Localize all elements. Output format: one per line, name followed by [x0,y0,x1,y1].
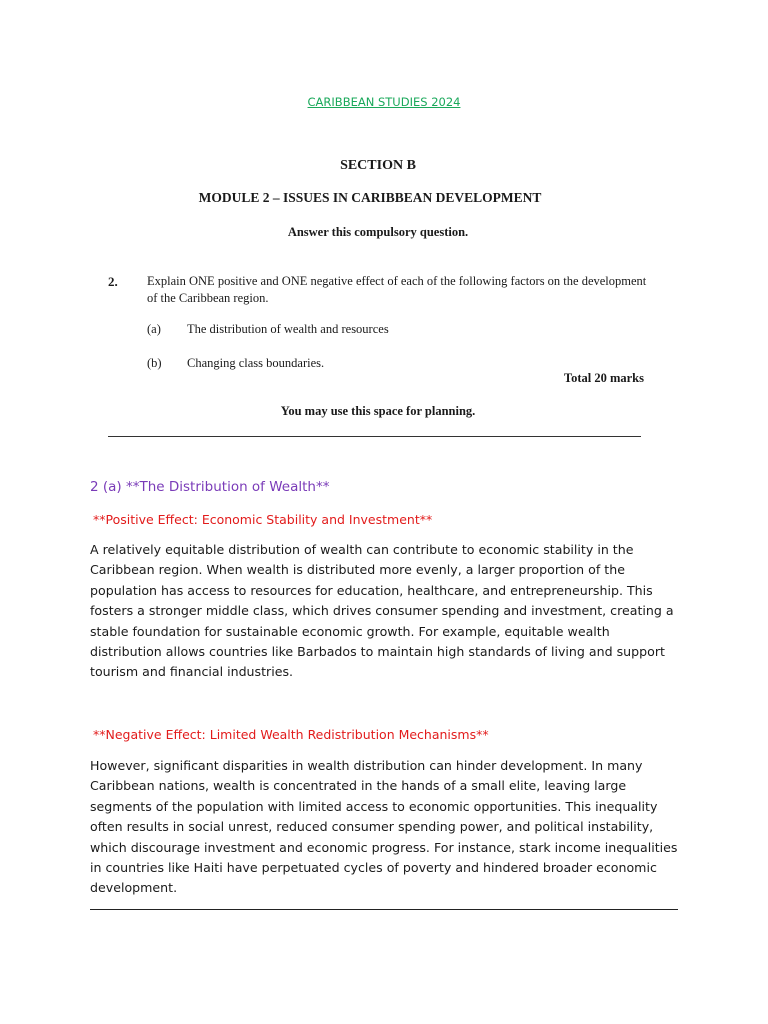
part-label: (b) [147,356,162,370]
planning-divider [108,436,641,437]
exam-question-scan [98,150,658,445]
planning-note: You may use this space for planning. [280,404,476,418]
module-heading: MODULE 2 – ISSUES IN CARIBBEAN DEVELOPMENT [198,190,542,205]
instruction-text: Answer this compulsory question. [287,225,469,239]
positive-effect-heading: **Positive Effect: Economic Stability and Investment** [93,512,433,527]
question-part-b [147,356,324,371]
answer-heading: 2 (a) **The Distribution of Wealth** [90,479,330,495]
question-text: Explain ONE positive and ONE negative effect of each of the following factors on the development of the Caribbean region. [147,274,647,305]
negative-effect-paragraph: However, significant disparities in wealth distribution can hinder development. In many Caribbean nations, wealth is concentrated in the hands of a small elite, leaving large segments of the population with limited access to economic opportunities. This inequality often results in social unrest, reduced consumer spending power, and political instability, which discourage investment and economic progress. For instance, stark income inequalities in countries like Haiti have perpetuated cycles of poverty and hindered broader economic development. [90,758,678,896]
positive-effect-paragraph: A relatively equitable distribution of wealth can contribute to economic stability in the Caribbean region. When wealth is distributed more evenly, a larger proportion of the population has access to resources for education, healthcare, and entrepreneurship. This fosters a stronger middle class, which drives consumer spending and investment, creating a stable foundation for sustainable economic growth. For example, equitable wealth distribution allows countries like Barbados to maintain high standards of living and support tourism and financial industries. [90,542,674,680]
section-heading: SECTION B [340,158,416,173]
part-text: The distribution of wealth and resources [187,322,389,336]
question-part-a [147,322,389,337]
bottom-divider [90,909,678,910]
question-number: 2. [108,274,118,289]
part-label: (a) [147,322,161,336]
total-marks: Total 20 marks [563,371,644,385]
part-text: Changing class boundaries. [187,356,325,370]
document-title: CARIBBEAN STUDIES 2024 [307,95,461,109]
negative-effect-heading: **Negative Effect: Limited Wealth Redistribution Mechanisms** [93,727,489,742]
